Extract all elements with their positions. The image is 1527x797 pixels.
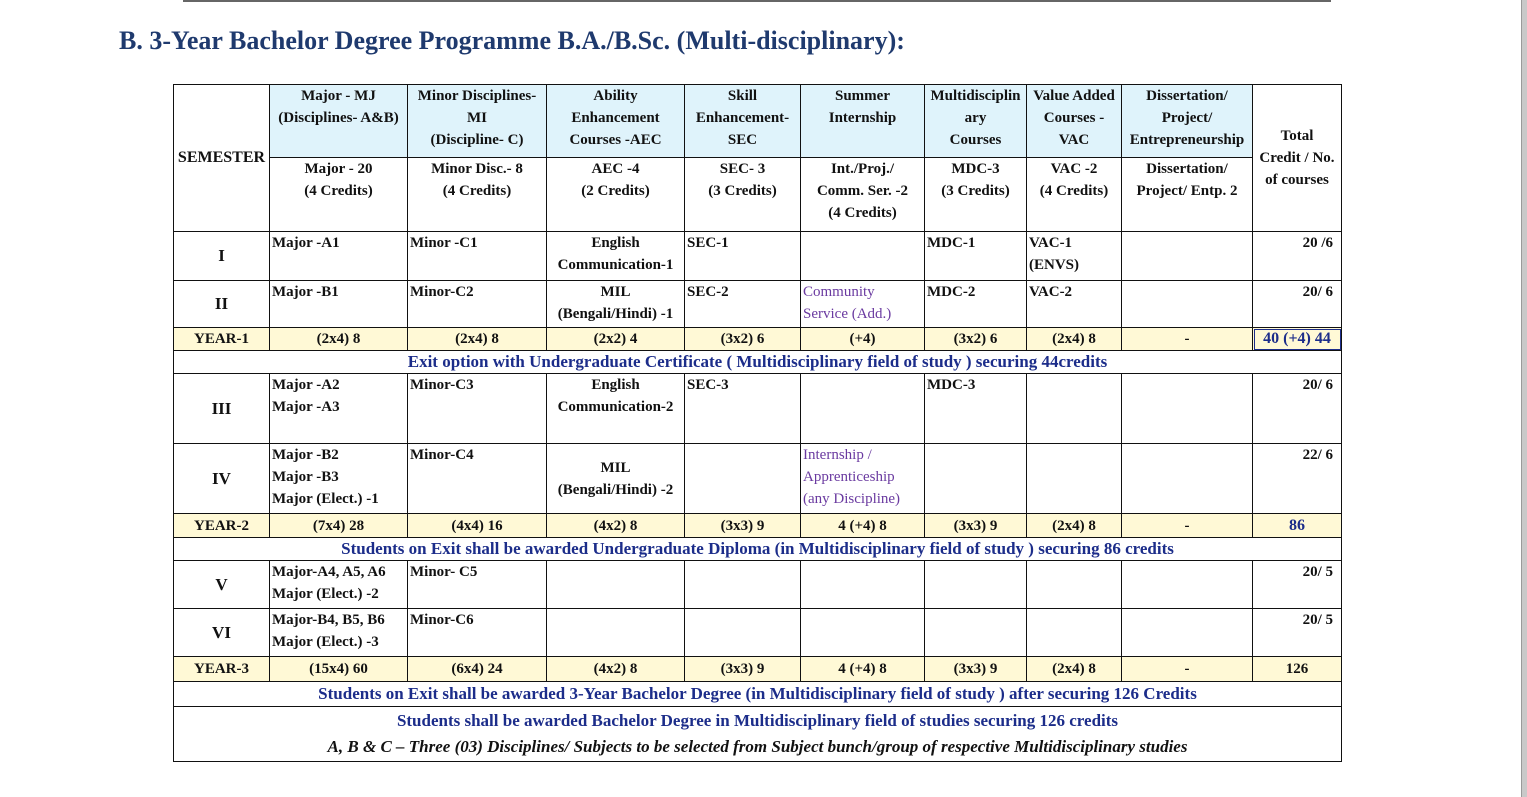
exit-note: Students on Exit shall be awarded Undergraduate Diploma (in Multidisciplinary field of study ) securing 86 credits [174,538,1342,561]
sum-major: (15x4) 60 [270,657,408,682]
cell-major: Major -B1 [270,281,408,328]
cell-sec: SEC-1 [685,232,801,281]
cell-major: Major-B4, B5, B6 Major (Elect.) -3 [270,609,408,657]
sum-minor: (2x4) 8 [408,328,547,351]
sum-mdc: (3x2) 6 [925,328,1027,351]
cell-mdc [925,444,1027,514]
sum-dissertation: - [1122,657,1253,682]
cell-sec [685,609,801,657]
cell-internship [801,232,925,281]
cell-minor: Minor-C2 [408,281,547,328]
year-summary-row [174,657,1342,682]
sum-total: 126 [1253,657,1342,682]
cell-total: 20/ 5 [1253,609,1342,657]
page-title: B. 3-Year Bachelor Degree Programme B.A./B.Sc. (Multi-disciplinary): [119,26,905,55]
sum-vac: (2x4) 8 [1027,328,1122,351]
semester-label: V [174,561,270,609]
header-aec: Ability Enhancement Courses -AEC [547,85,685,158]
sum-vac: (2x4) 8 [1027,514,1122,538]
cell-aec: English Communication-1 [547,232,685,281]
cell-mdc [925,609,1027,657]
year-summary-row [174,514,1342,538]
cell-mdc: MDC-2 [925,281,1027,328]
cell-internship: Internship / Apprenticeship (any Discipline) [801,444,925,514]
cell-minor: Minor -C1 [408,232,547,281]
table-row [174,281,1342,328]
sum-total: 86 [1253,514,1342,538]
table-row [174,444,1342,514]
cell-vac [1027,609,1122,657]
sum-dissertation: - [1122,328,1253,351]
cell-aec [547,609,685,657]
sum-internship: (+4) [801,328,925,351]
cell-sec: SEC-2 [685,281,801,328]
header-major: Major - MJ (Disciplines- A&B) [270,85,408,158]
cell-sec: SEC-3 [685,374,801,444]
cell-mdc [925,561,1027,609]
cell-dissertation [1122,232,1253,281]
sum-minor: (4x4) 16 [408,514,547,538]
table-row [174,561,1342,609]
cell-dissertation [1122,444,1253,514]
cell-total: 20 /6 [1253,232,1342,281]
cell-dissertation [1122,609,1253,657]
exit-note: Students on Exit shall be awarded 3-Year Bachelor Degree (in Multidisciplinary field of study ) after securing 126 Credits [174,682,1342,707]
top-rule [183,0,1331,2]
sum-minor: (6x4) 24 [408,657,547,682]
footer-line-disciplines: A, B & C – Three (03) Disciplines/ Subjects to be selected from Subject bunch/group of respective Multidisciplinary studies [327,737,1188,756]
cell-mdc: MDC-1 [925,232,1027,281]
sum-internship: 4 (+4) 8 [801,514,925,538]
semester-label: IV [174,444,270,514]
credits-dissertation: Dissertation/ Project/ Entp. 2 [1122,158,1253,232]
cell-internship [801,374,925,444]
year-label: YEAR-1 [174,328,270,351]
cell-vac [1027,374,1122,444]
cell-minor: Minor-C6 [408,609,547,657]
cell-vac: VAC-1 (ENVS) [1027,232,1122,281]
cell-internship: Community Service (Add.) [801,281,925,328]
cell-sec [685,444,801,514]
cell-aec: MIL (Bengali/Hindi) -1 [547,281,685,328]
sum-sec: (3x3) 9 [685,657,801,682]
programme-table [173,84,1342,762]
cell-total: 20/ 5 [1253,561,1342,609]
sum-aec: (4x2) 8 [547,657,685,682]
sum-dissertation: - [1122,514,1253,538]
credits-major: Major - 20 (4 Credits) [270,158,408,232]
sum-sec: (3x3) 9 [685,514,801,538]
semester-label: II [174,281,270,328]
credits-mdc: MDC-3 (3 Credits) [925,158,1027,232]
sum-mdc: (3x3) 9 [925,657,1027,682]
cell-major: Major-A4, A5, A6 Major (Elect.) -2 [270,561,408,609]
cell-internship [801,561,925,609]
cell-vac [1027,561,1122,609]
exit-note: Exit option with Undergraduate Certificate ( Multidisciplinary field of study ) securing 44credits [174,351,1342,374]
cell-sec [685,561,801,609]
sum-aec: (4x2) 8 [547,514,685,538]
year-label: YEAR-3 [174,657,270,682]
cell-mdc: MDC-3 [925,374,1027,444]
credits-aec: AEC -4 (2 Credits) [547,158,685,232]
year-summary-row [174,328,1342,351]
header-sec: Skill Enhancement- SEC [685,85,801,158]
table-row [174,374,1342,444]
cell-total: 20/ 6 [1253,281,1342,328]
cell-aec [547,561,685,609]
header-semester: SEMESTER [174,85,270,232]
semester-label: III [174,374,270,444]
header-dissertation: Dissertation/ Project/ Entrepreneurship [1122,85,1253,158]
cell-dissertation [1122,281,1253,328]
cell-minor: Minor-C4 [408,444,547,514]
credits-internship: Int./Proj./ Comm. Ser. -2 (4 Credits) [801,158,925,232]
header-mdc: Multidisciplin ary Courses [925,85,1027,158]
cell-dissertation [1122,374,1253,444]
cell-major: Major -A1 [270,232,408,281]
footer-note [174,707,1342,762]
sum-vac: (2x4) 8 [1027,657,1122,682]
year-label: YEAR-2 [174,514,270,538]
header-total: Total Credit / No. of courses [1253,85,1342,232]
footer-line-award: Students shall be awarded Bachelor Degree in Multidisciplinary field of studies securing 126 credits [396,711,1119,730]
cell-total: 22/ 6 [1253,444,1342,514]
header-internship: Summer Internship [801,85,925,158]
semester-label: VI [174,609,270,657]
credits-vac: VAC -2 (4 Credits) [1027,158,1122,232]
cell-vac [1027,444,1122,514]
cell-minor: Minor-C3 [408,374,547,444]
cell-minor: Minor- C5 [408,561,547,609]
header-vac: Value Added Courses - VAC [1027,85,1122,158]
header-minor: Minor Disciplines- MI (Discipline- C) [408,85,547,158]
credits-sec: SEC- 3 (3 Credits) [685,158,801,232]
cell-aec: MIL (Bengali/Hindi) -2 [547,444,685,514]
semester-label: I [174,232,270,281]
sum-major: (7x4) 28 [270,514,408,538]
table-row [174,609,1342,657]
cell-vac: VAC-2 [1027,281,1122,328]
sum-sec: (3x2) 6 [685,328,801,351]
table-row [174,232,1342,281]
cell-dissertation [1122,561,1253,609]
sum-internship: 4 (+4) 8 [801,657,925,682]
sum-mdc: (3x3) 9 [925,514,1027,538]
scrollbar[interactable] [1521,0,1527,797]
cell-internship [801,609,925,657]
cell-aec: English Communication-2 [547,374,685,444]
cell-major: Major -B2 Major -B3 Major (Elect.) -1 [270,444,408,514]
cell-major: Major -A2 Major -A3 [270,374,408,444]
credits-minor: Minor Disc.- 8 (4 Credits) [408,158,547,232]
sum-major: (2x4) 8 [270,328,408,351]
sum-total: 40 (+4) 44 [1253,328,1342,351]
cell-total: 20/ 6 [1253,374,1342,444]
sum-aec: (2x2) 4 [547,328,685,351]
